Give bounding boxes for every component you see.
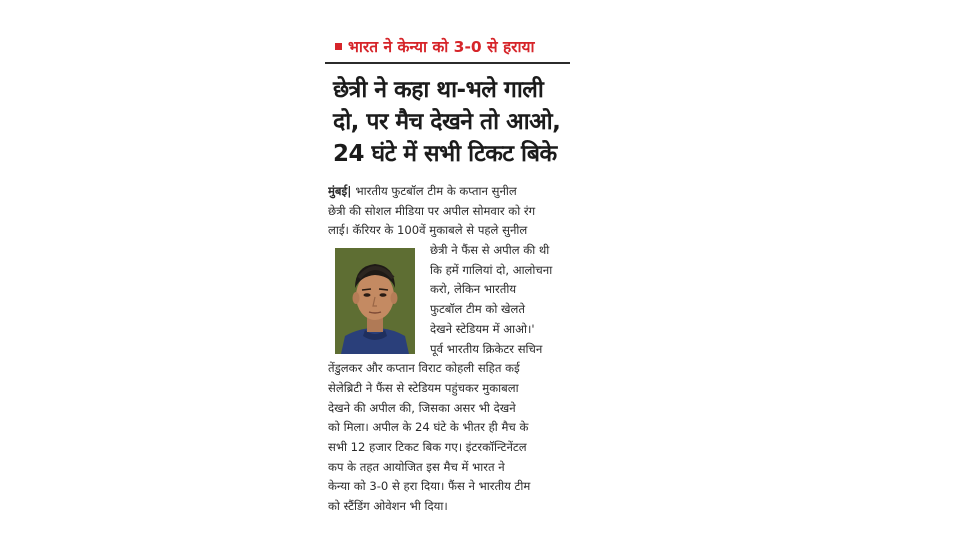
body-line: तेंडुलकर और कप्तान विराट कोहली सहित कई [328,361,520,376]
dateline: मुंबई| [328,184,352,198]
player-portrait-icon [335,248,415,354]
red-square-bullet-icon [335,43,342,50]
body-line: पूर्व भारतीय क्रिकेटर सचिन [430,341,543,356]
headline-line: छेत्री ने कहा था-भले गाली [333,77,544,103]
body-line: छेत्री की सोशल मीडिया पर अपील सोमवार को रंग [328,203,536,218]
body-line: फुटबॉल टीम को खेलते [430,302,525,317]
body-line: को स्टैंडिंग ओवेशन भी दिया। [328,499,448,513]
body-line [328,182,568,202]
body-line: सेलेब्रिटी ने फैंस से स्टेडियम पहुंचकर मुकाबला [328,380,519,395]
news-clipping [325,30,570,520]
body-line: देखने स्टेडियम में आओ।' [430,321,535,336]
body-line: लाई। कॅरियर के 100वें मुकाबले से पहले सुनील [328,223,528,238]
body-line: छेत्री ने फैंस से अपील की थी [430,243,550,258]
body-line: को मिला। अपील के 24 घंटे के भीतर ही मैच के [328,420,529,435]
body-text: भारतीय फुटबॉल टीम के कप्तान सुनील [355,184,517,198]
kicker-text: भारत ने केन्या को 3-0 से हराया [348,38,535,56]
headline-line: 24 घंटे में सभी टिकट बिके [333,141,557,167]
headline [333,74,569,170]
kicker-bar [325,30,570,64]
body-line: करो, लेकिन भारतीय [430,282,517,297]
player-photo [335,248,415,354]
body-line: केन्या को 3-0 से हरा दिया। फैंस ने भारतीय टीम [328,479,531,494]
body-line: कि हमें गालियां दो, आलोचना [430,262,553,277]
body-line: सभी 12 हजार टिकट बिक गए। इंटरकॉन्टिनेंटल [328,439,527,454]
headline-line: दो, पर मैच देखने तो आओ, [333,109,561,135]
body-line: कप के तहत आयोजित इस मैच में भारत ने [328,459,505,474]
body-line: देखने की अपील की, जिसका असर भी देखने [328,400,516,415]
